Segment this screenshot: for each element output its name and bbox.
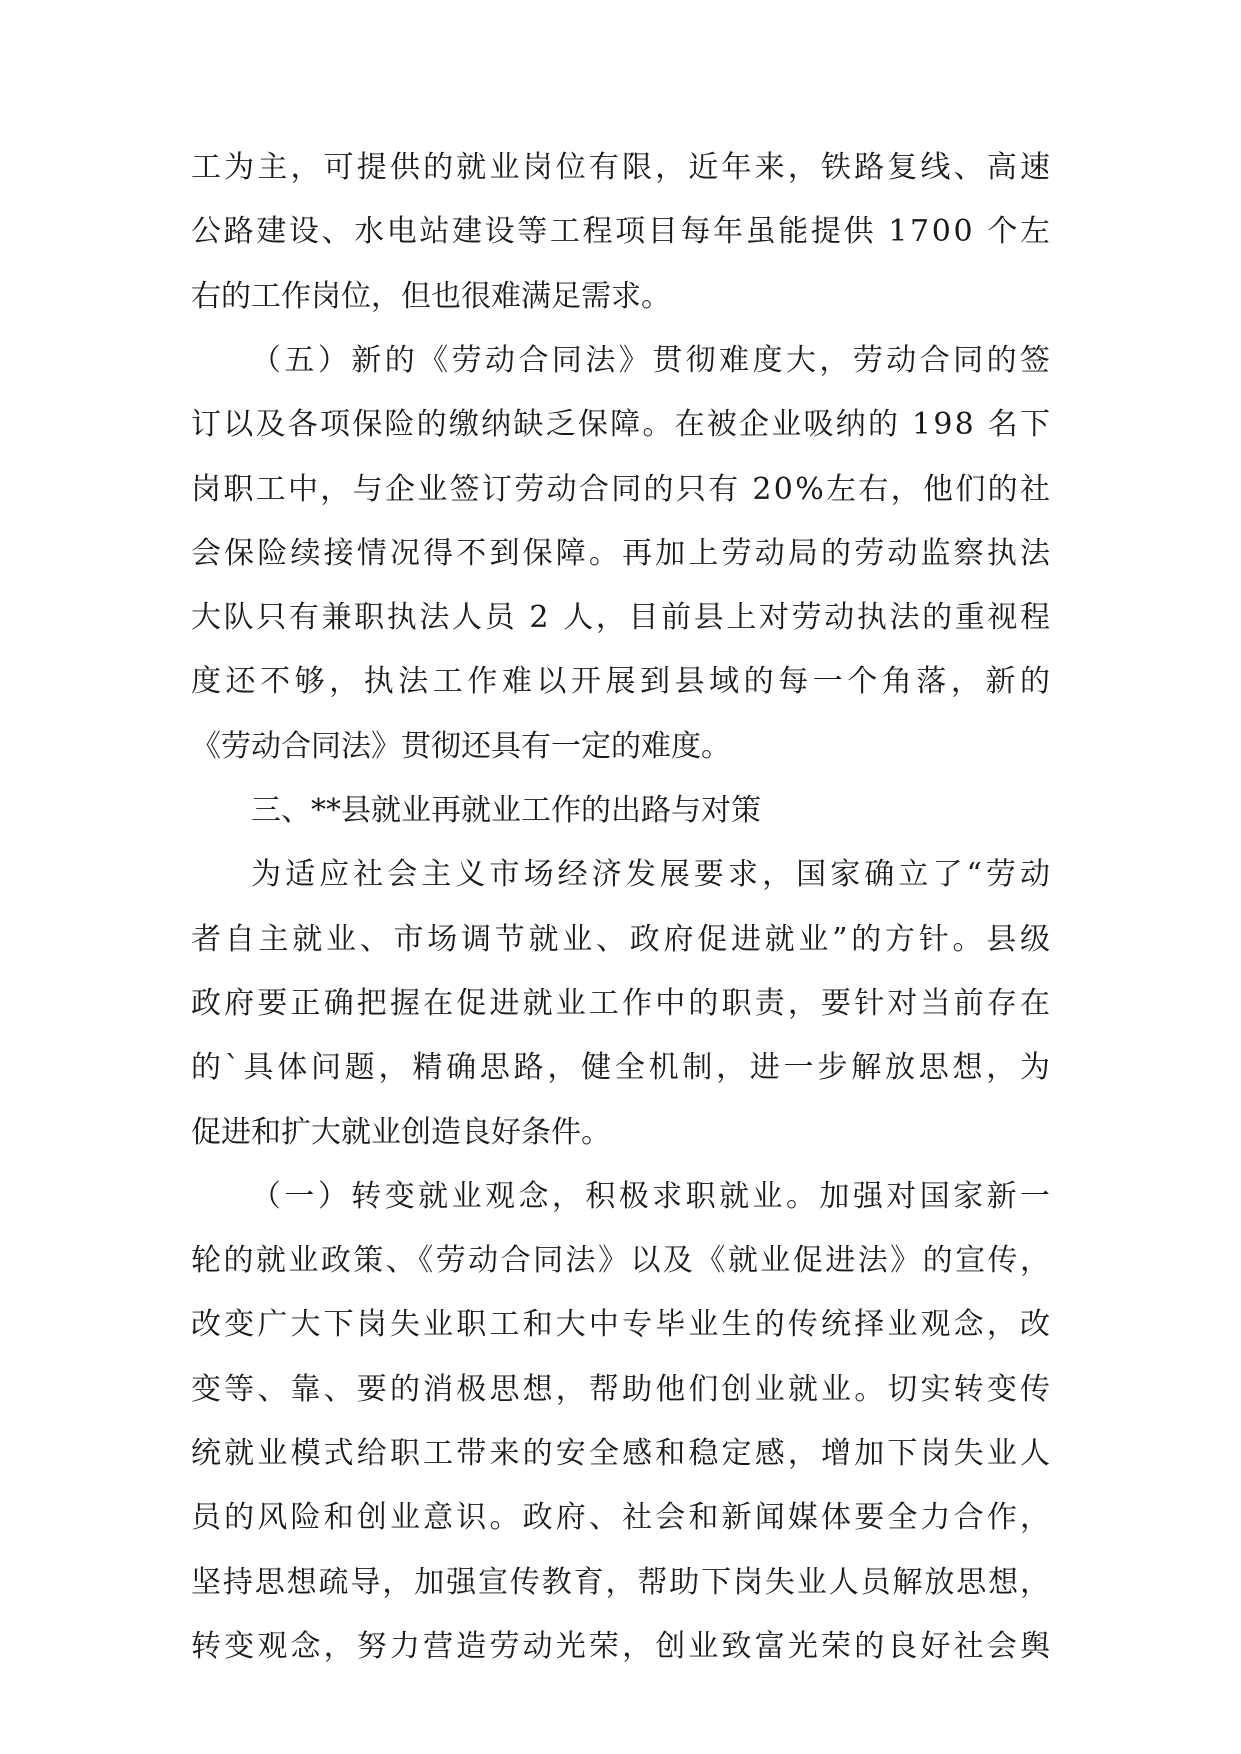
paragraph-line <box>0 470 1241 510</box>
line-text: 坚持思想疏导，加强宣传教育，帮助下岗失业人员解放思想， <box>191 1564 1052 1600</box>
line-text: 者自主就业、市场调节就业、政府促进就业”的方针。县级 <box>191 921 1054 957</box>
line-text: 《劳动合同法》贯彻还具有一定的难度。 <box>191 728 731 764</box>
line-text: 为适应社会主义市场经济发展要求，国家确立了“劳动 <box>251 857 1055 893</box>
paragraph-line <box>0 727 1241 767</box>
paragraph-first-line <box>0 341 1241 381</box>
line-text: 统就业模式给职工带来的安全感和稳定感，增加下岗失业人 <box>191 1436 1054 1471</box>
line-text: 三、**县就业再就业工作的出路与对策 <box>251 793 761 828</box>
paragraph-line <box>0 920 1241 960</box>
paragraph-first-line <box>0 855 1241 895</box>
line-text: 大队只有兼职执法人员 2 人，目前县上对劳动执法的重视程 <box>191 600 1053 636</box>
paragraph-line <box>0 1434 1241 1474</box>
line-text: 变等、靠、要的消极思想，帮助他们创业就业。切实转变传 <box>191 1371 1054 1407</box>
line-text: 订以及各项保险的缴纳缺乏保障。在被企业吸纳的 198 名下 <box>191 407 1053 443</box>
line-text: 轮的就业政策、《劳动合同法》以及《就业促进法》的宣传， <box>191 1243 1053 1279</box>
paragraph-first-line <box>0 1177 1241 1217</box>
line-text: （一）转变就业观念，积极求职就业。加强对国家新一 <box>251 1178 1054 1214</box>
line-text: 的`具体问题，精确思路，健全机制，进一步解放思想，为 <box>191 1050 1054 1086</box>
line-text: 转变观念，努力营造劳动光荣，创业致富光荣的良好社会舆 <box>191 1628 1054 1664</box>
line-text: 右的工作岗位，但也很难满足需求。 <box>191 278 671 314</box>
line-text: 度还不够，执法工作难以开展到县域的每一个角落，新的 <box>191 664 1055 700</box>
line-text: 促进和扩大就业创造良好条件。 <box>191 1114 611 1150</box>
paragraph-line <box>0 148 1241 188</box>
paragraph-line <box>0 1370 1241 1410</box>
paragraph-line <box>0 598 1241 638</box>
paragraph-line <box>0 1627 1241 1667</box>
line-text: 政府要正确把握在促进就业工作中的职责，要针对当前存在 <box>191 985 1054 1021</box>
line-text: 员的风险和创业意识。政府、社会和新闻媒体要全力合作， <box>191 1500 1054 1536</box>
paragraph-line <box>0 534 1241 574</box>
paragraph-line <box>0 662 1241 702</box>
paragraph-line <box>0 1113 1241 1153</box>
line-text: （五）新的《劳动合同法》贯彻难度大，劳动合同的签 <box>251 342 1054 378</box>
line-text: 岗职工中，与企业签订劳动合同的只有 20%左右，他们的社 <box>191 471 1053 507</box>
paragraph-first-line <box>0 791 1241 831</box>
paragraph-line <box>0 405 1241 445</box>
line-text: 改变广大下岗失业职工和大中专毕业生的传统择业观念，改 <box>191 1307 1054 1343</box>
paragraph-line <box>0 1498 1241 1538</box>
line-text: 工为主，可提供的就业岗位有限，近年来，铁路复线、高速 <box>191 150 1054 185</box>
paragraph-line <box>0 1048 1241 1088</box>
paragraph-line <box>0 212 1241 252</box>
paragraph-line <box>0 277 1241 317</box>
line-text: 公路建设、水电站建设等工程项目每年虽能提供 1700 个左 <box>191 214 1053 250</box>
paragraph-line <box>0 1241 1241 1281</box>
paragraph-line <box>0 984 1241 1024</box>
line-text: 会保险续接情况得不到保障。再加上劳动局的劳动监察执法 <box>191 535 1054 571</box>
paragraph-line <box>0 1563 1241 1603</box>
paragraph-line <box>0 1305 1241 1345</box>
